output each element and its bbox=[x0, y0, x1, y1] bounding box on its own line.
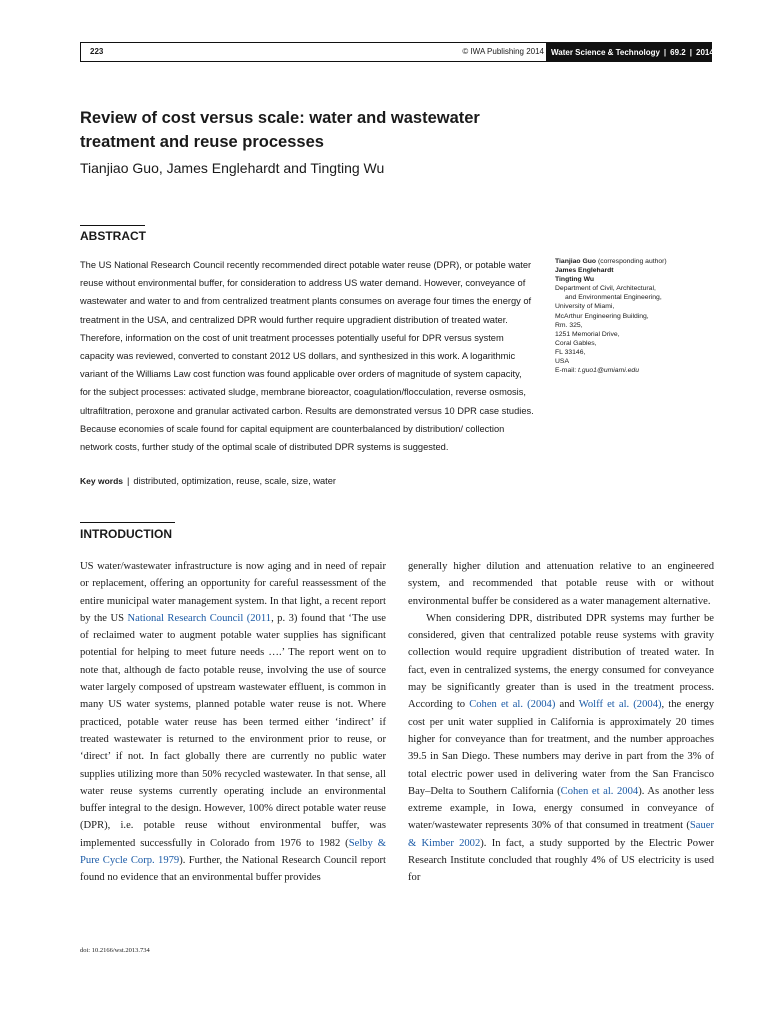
text-run: ). In fact, a study supported by the Electric Power Research Institute concluded that roughly 4% of US electricity is used for bbox=[408, 837, 714, 884]
paragraph: generally higher dilution and attenuation relative to an engineered system, and recommended that potable reuse with or without environmental buffer be considered as a water management alternative. bbox=[408, 561, 714, 607]
journal-volume: 69.2 bbox=[670, 47, 686, 57]
affiliation-author-1: Tianjiao Guo bbox=[555, 258, 597, 265]
title-line-2: treatment and reuse processes bbox=[80, 133, 324, 151]
citation-link[interactable]: Cohen et al. 2004 bbox=[560, 785, 639, 797]
author-list: Tianjiao Guo, James Englehardt and Tingting Wu bbox=[80, 160, 385, 176]
text-run: , p. 3) found that ‘The use of reclaimed water to augment potable water supplies has significant potential for helping to meet future needs ….’ The report went on to note that, although de facto potable reuse, involving the use of source water largely composed of upstream wastewater effluent, is common in many US water systems, planned potable water reuse is not. Where practiced, potable water reuse has been termed either ‘indirect’ if treated wastewater is returned to the environment prior to reuse, or ‘direct’ if not. In fact globally there are currently no public water supplies utilizing more than 50% recycled wastewater. In that sense, all water reuse systems currently operating include an environmental buffer integral to the design. However, 100% direct potable water reuse (DPR), i.e. potable reuse without environmental buffer, was implemented successfully in Colorado from 1976 to 1982 ( bbox=[80, 612, 386, 849]
abstract-body: The US National Research Council recently recommended direct potable water reuse (DPR), or potable water reuse without environmental buffer, for consideration to address US water demand. However, conveyance of wastewater and water to and from centralized treatment plants consumes on average four times the energy of treatment in the USA, and centralized DPR would further require upgradient distribution of treated water. Therefore, information on the cost of unit treatment processes potentially useful for DPR versus system capacity was reviewed, converted to constant 2012 US dollars, and synthesized in this work. A logarithmic variant of the Williams Law cost function was found applicable over orders of magnitude of system capacity, for the subject processes: activated sludge, membrane bioreactor, coagulation/flocculation, reverse osmosis, ultrafiltration, peroxone and granular activated carbon. Results are demonstrated versus 10 DPR case studies. Because economies of scale found for capital equipment are counterbalanced by distribution/ collection network costs, further study of the optimal scale of distributed DPR systems is suggested. bbox=[80, 260, 534, 453]
abstract-rule bbox=[80, 225, 145, 226]
separator: | bbox=[127, 476, 130, 486]
doi[interactable]: doi: 10.2166/wst.2013.734 bbox=[80, 947, 150, 954]
paragraph bbox=[80, 558, 386, 887]
keywords bbox=[80, 476, 336, 486]
affiliation-city: Coral Gables, bbox=[555, 339, 597, 347]
abstract-heading: ABSTRACT bbox=[80, 229, 146, 243]
citation-link[interactable]: Sauer & Kimber 2002 bbox=[408, 820, 714, 849]
keywords-list: distributed, optimization, reuse, scale, size, water bbox=[133, 476, 336, 486]
corresponding-note: (corresponding author) bbox=[597, 258, 667, 265]
affiliation-zip: FL 33146, bbox=[555, 348, 586, 356]
citation-link[interactable]: Selby & Pure Cycle Corp. 1979 bbox=[80, 837, 386, 867]
affiliation-dept: Department of Civil, Architectural, bbox=[555, 285, 656, 293]
introduction-heading: INTRODUCTION bbox=[80, 527, 172, 541]
text-run: When considering DPR, distributed DPR systems may further be considered, given that centralized potable reuse systems with gravity collection would require upgradient distribution of treated water. In fact, even in centralized systems, the energy consumed for conveyance may be significantly greater than is used in the treatment process. According to bbox=[408, 612, 714, 711]
text-run: ). As another less extreme example, in Iowa, energy consumed in conveyance of water/wastewater represents 30% of that consumed in treatment ( bbox=[408, 785, 714, 832]
text-run: ). Further, the National Research Council report found no evidence that an environmental buffer provides bbox=[80, 855, 386, 884]
text-run: and bbox=[555, 699, 579, 711]
affiliation-building: McArthur Engineering Building, bbox=[555, 312, 649, 320]
title-line-1: Review of cost versus scale: water and wastewater bbox=[80, 109, 480, 127]
journal-banner bbox=[546, 42, 712, 62]
text-run: US water/wastewater infrastructure is now aging and in need of repair or replacement, offering an opportunity for careful reassessment of the entire municipal water management system. In that light, a recent report by the US bbox=[80, 561, 386, 624]
affiliation-dept-cont: and Environmental Engineering, bbox=[565, 294, 662, 302]
text-run: , the energy cost per unit water supplied in California is approximately 20 times higher for conveyance than for treatment, and the number approaches 39.5 in San Diego. These numbers may derive in part from the 3% of total electric power used in delivering water from the San Francisco Bay–Delta to Southern California ( bbox=[408, 699, 714, 797]
body-column-left bbox=[80, 558, 386, 887]
separator: | bbox=[689, 47, 692, 57]
affiliation-author-2: James Englehardt bbox=[555, 267, 614, 275]
body-column-right bbox=[408, 558, 714, 887]
affiliation-country: USA bbox=[555, 358, 569, 366]
separator: | bbox=[663, 47, 667, 57]
author-affiliation bbox=[555, 257, 725, 375]
paragraph bbox=[408, 610, 714, 887]
citation-link[interactable]: Cohen et al. (2004) bbox=[469, 699, 556, 711]
publisher-credit: © IWA Publishing 2014 bbox=[462, 47, 544, 56]
page-number: 223 bbox=[90, 47, 104, 56]
email-label: E-mail: bbox=[555, 367, 577, 375]
email-link[interactable]: t.guo1@umiami.edu bbox=[578, 367, 639, 375]
affiliation-room: Rm. 325, bbox=[555, 321, 583, 329]
journal-name: Water Science & Technology bbox=[551, 47, 660, 57]
affiliation-university: University of Miami, bbox=[555, 303, 615, 311]
affiliation-author-3: Tingting Wu bbox=[555, 276, 595, 284]
affiliation-street: 1251 Memorial Drive, bbox=[555, 330, 620, 338]
citation-link[interactable]: Wolff et al. (2004) bbox=[578, 699, 662, 711]
article-title bbox=[80, 106, 550, 154]
keywords-label: Key words bbox=[80, 476, 123, 486]
journal-year: 2014 bbox=[696, 47, 714, 57]
introduction-rule bbox=[80, 522, 175, 523]
citation-link[interactable]: National Research Council (2011 bbox=[127, 612, 272, 624]
